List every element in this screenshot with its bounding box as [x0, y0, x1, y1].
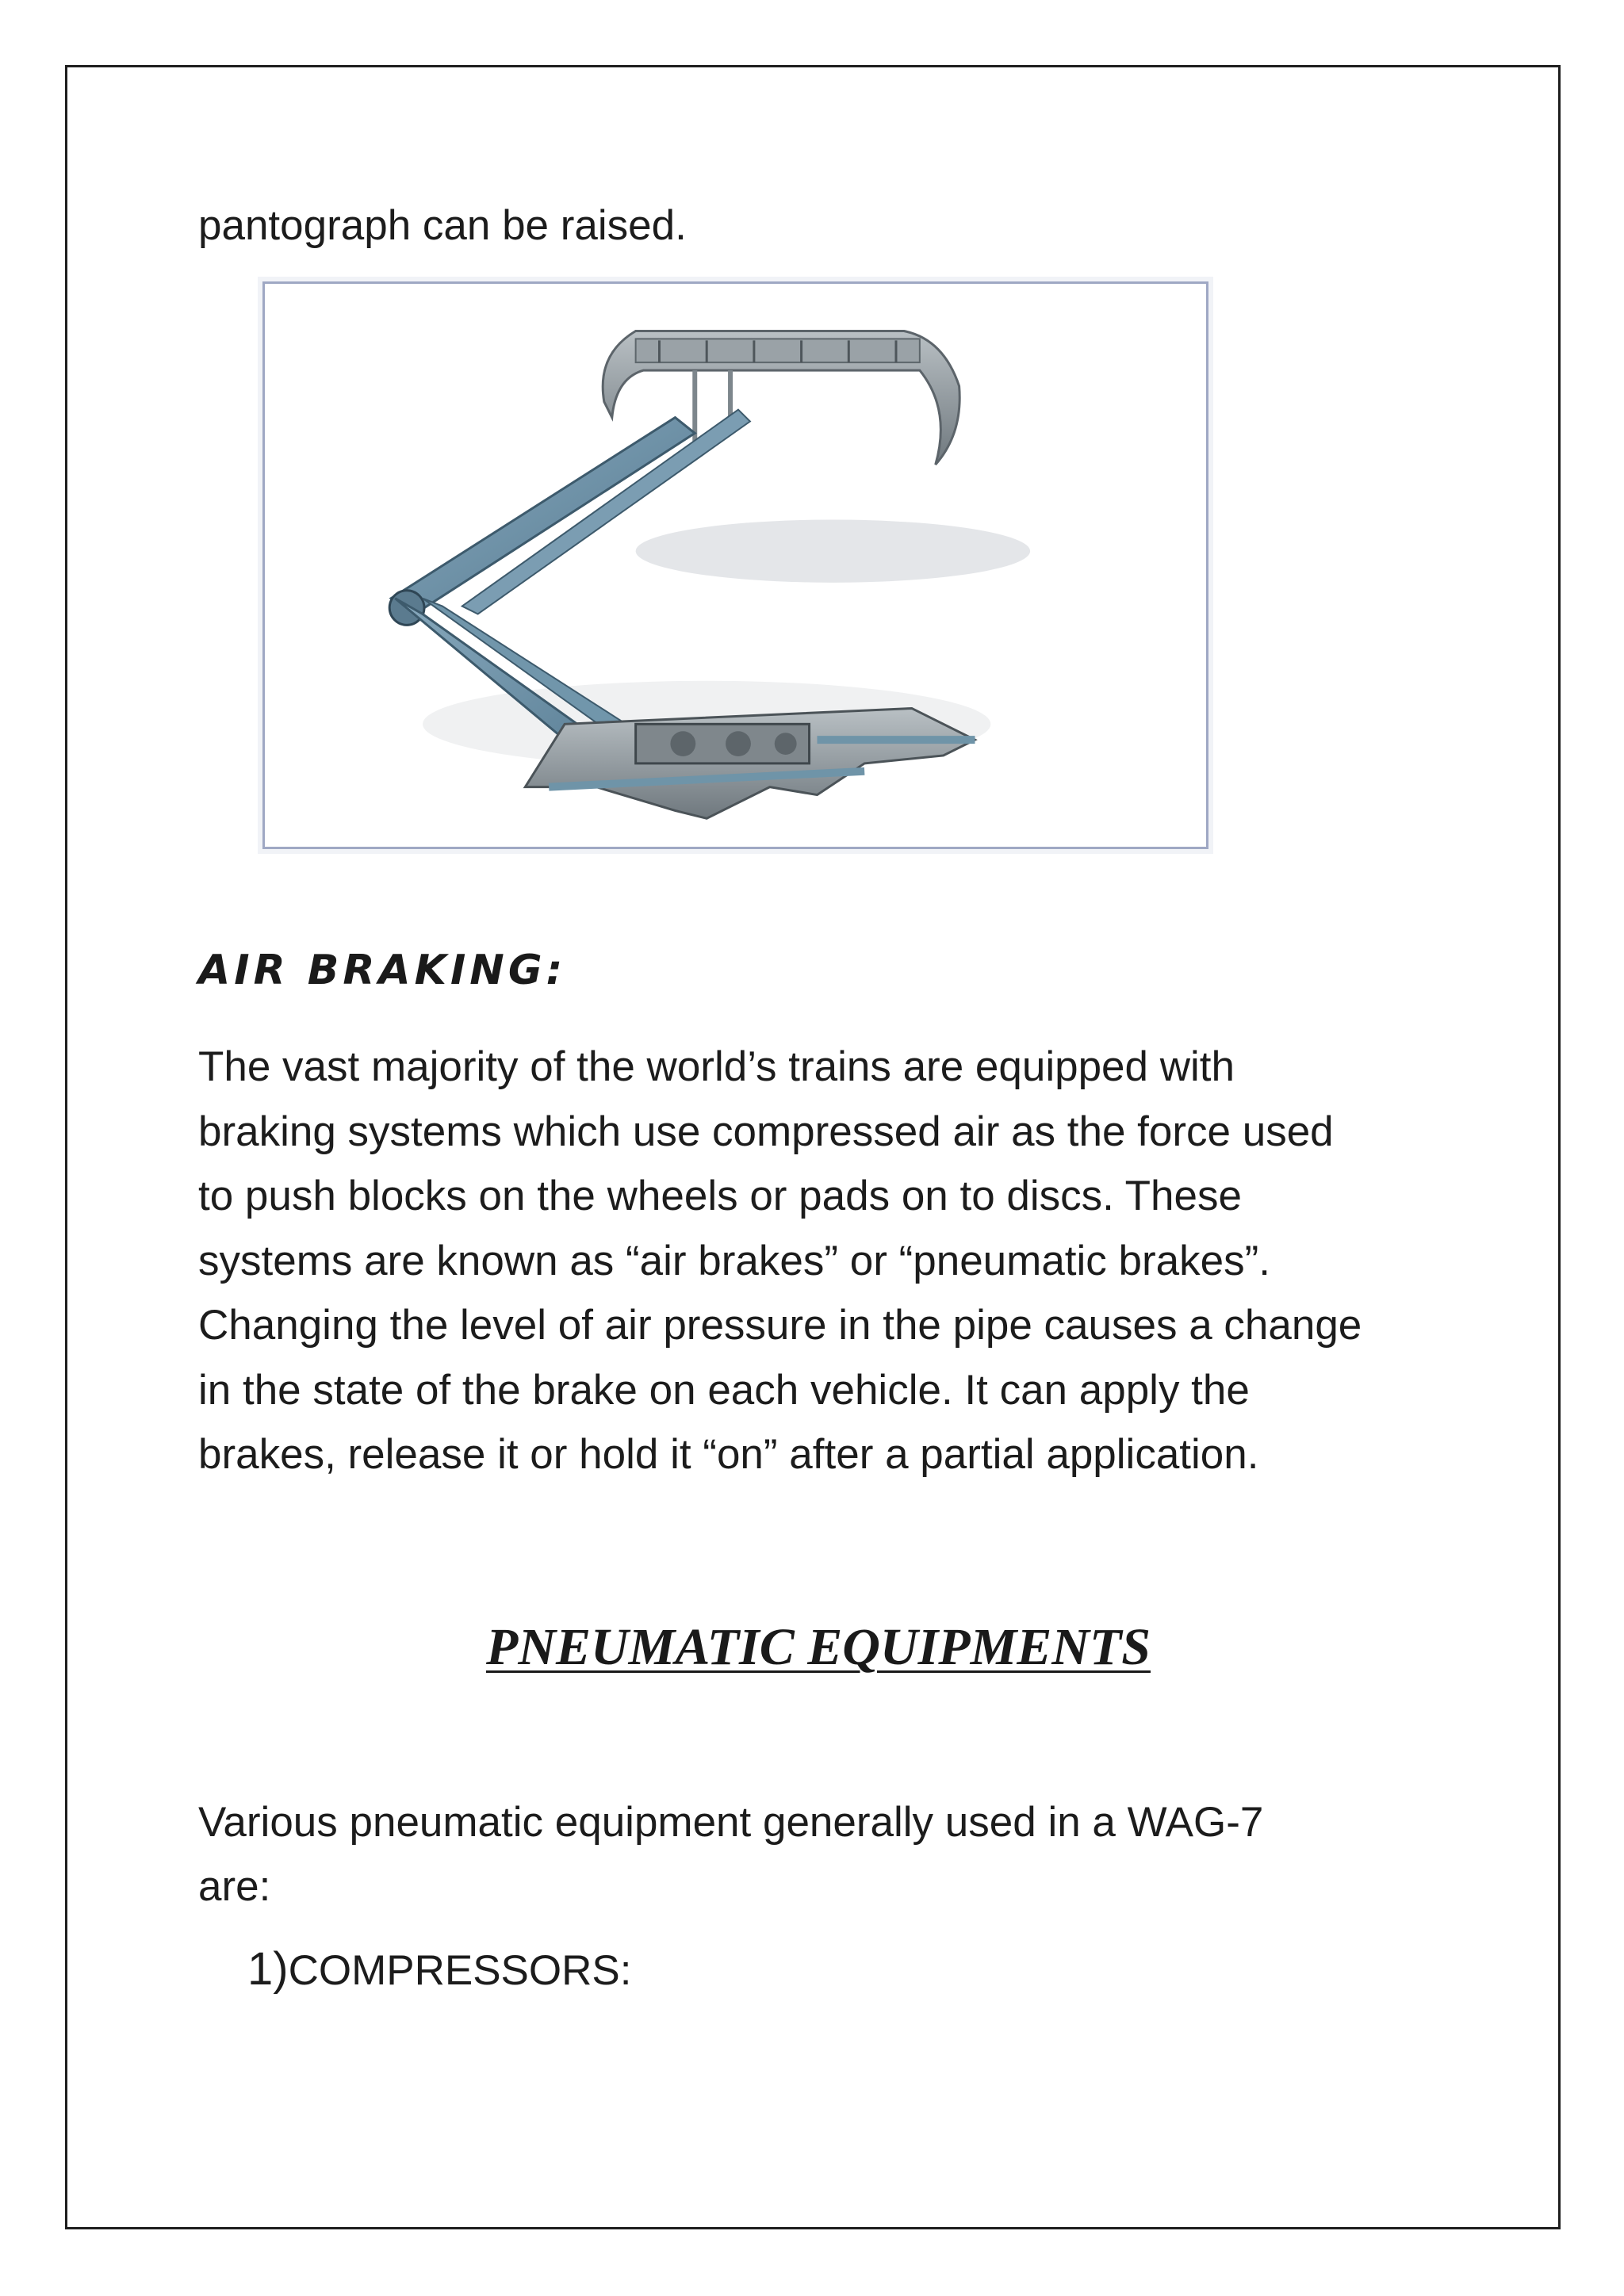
- paragraph-line: Changing the level of air pressure in the pipe causes a change: [198, 1302, 1362, 1349]
- paragraph-line: to push blocks on the wheels or pads on to discs. These: [198, 1173, 1242, 1219]
- pantograph-illustration: [265, 284, 1206, 847]
- paragraph-line: in the state of the brake on each vehicle. It can apply the: [198, 1366, 1250, 1414]
- pneumatic-intro: [198, 1790, 1263, 1919]
- intro-line: Various pneumatic equipment generally used in a WAG-7: [198, 1799, 1264, 1846]
- paragraph-line: braking systems which use compressed air as the force used: [198, 1108, 1334, 1155]
- paragraph-line: systems are known as “air brakes” or “pneumatic brakes”.: [198, 1237, 1270, 1284]
- pantograph-image: [262, 281, 1208, 849]
- pneumatic-equipments-heading: PNEUMATIC EQUIPMENTS: [486, 1618, 1151, 1676]
- intro-line: are:: [198, 1863, 271, 1910]
- paragraph-line: brakes, release it or hold it “on” after a partial application.: [198, 1431, 1259, 1478]
- list-item-number: 1): [247, 1943, 289, 1995]
- list-item-label: COMPRESSORS:: [288, 1947, 632, 1994]
- paragraph-line: The vast majority of the world’s trains are equipped with: [198, 1043, 1235, 1090]
- intro-text: pantograph can be raised.: [198, 202, 687, 249]
- list-item: [247, 1942, 631, 1996]
- air-braking-heading: AIR BRAKING:: [198, 947, 567, 994]
- air-braking-paragraph: [198, 1035, 1507, 1487]
